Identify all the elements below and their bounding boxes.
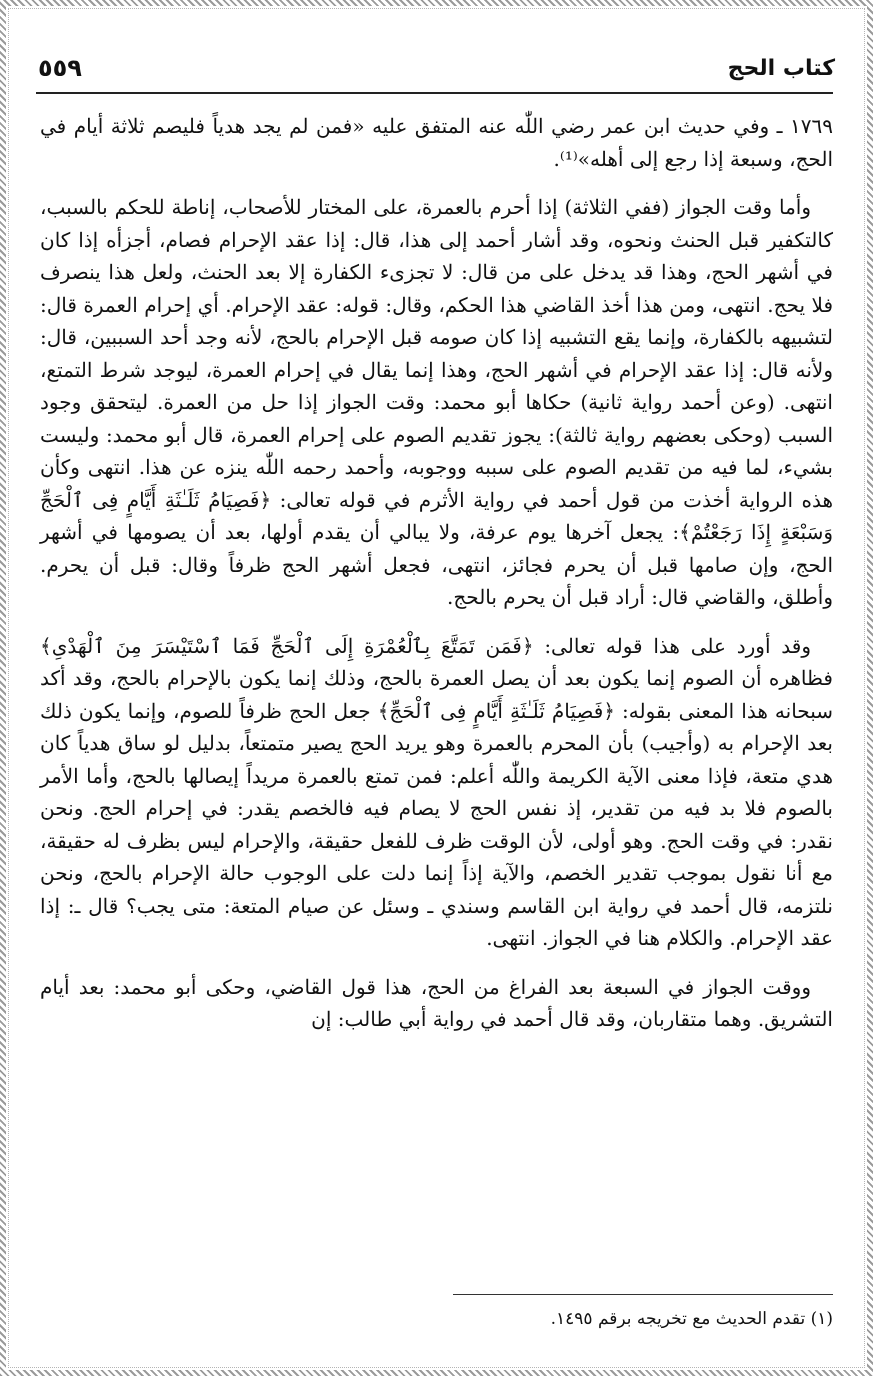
page-number: ٥٥٩: [38, 54, 82, 82]
header-rule: [36, 92, 833, 94]
body-text: [40, 110, 833, 1052]
paragraph-seven-days: ووقت الجواز في السبعة بعد الفراغ من الحج، هذا قول القاضي، وحكى أبو محمد: بعد أيام التشريق. وهما متقاربان، وقد قال أحمد في رواية أبي طالب: إن: [40, 974, 833, 1031]
footnote-rule: [453, 1294, 833, 1295]
footnote: (١) تقدم الحديث مع تخريجه برقم ١٤٩٥.: [550, 1309, 833, 1329]
paragraph-hadith-1769: ١٧٦٩ ـ وفي حديث ابن عمر رضي اللّٰه عنه المتفق عليه «فمن لم يجد هدياً فليصم ثلاثة أيام في الحج، وسبعة إذا رجع إلى أهله»⁽¹⁾.: [40, 114, 833, 171]
running-title: كتاب الحج: [727, 56, 835, 81]
page-header: [38, 52, 835, 92]
paragraph-time-of-permissibility: وأما وقت الجواز (ففي الثلاثة) إذا أحرم بالعمرة، على المختار للأصحاب، إناطة للحكم بالسبب، كالتكفير قبل الحنث ونحوه، وقد أشار أحمد إلى هذا، قال: إذا عقد الإحرام فصام، أجزأه إذا كان في أشهر الحج، وهذا قد يدخل على من قال: لا تجزىء الكفارة إلا بعد الحنث، ولعل هذا ينصرف فلا يحج. انتهى، ومن هذا أخذ القاضي هذا الحكم، وقال: قوله: عقد الإحرام. أي إحرام العمرة قال: لتشبيهه بالكفارة، وإنما يقع التشبيه إذا كان صومه قبل الإحرام بالحج، لأنه وجد أحد السببين، قال: ولأنه قال: إذا عقد الإحرام في أشهر الحج، وهذا إنما يقال في إحرام العمرة، ليوجد شرط التمتع، انتهى. (وعن أحمد رواية ثانية) حكاها أبو محمد: وقت الجواز إذا حل من العمرة. ليتحقق وجود السبب (وحكى بعضهم رواية ثالثة): يجوز تقديم الصوم على إحرام العمرة، قال أبو محمد: وليست بشيء، لما فيه من تقديم الصوم على سببه ووجوبه، وأحمد رحمه اللّٰه ينزه عن هذا. انتهى وكأن هذه الرواية أخذت من قول أحمد في رواية الأثرم في قوله تعالى: ﴿فَصِيَامُ ثَلَـٰثَةِ أَيَّامٍ فِى ٱلْحَجِّ وَسَبْعَةٍ إِذَا رَجَعْتُمْ﴾: يجعل آخرها يوم عرفة، ولا يبالي أن يقدم أولها، بعد أن يصومها في أشهر الحج، وإن صامها قبل أن يحرم فجائز، انتهى، فجعل أشهر الحج ظرفاً وقال: قبل أن يحرم. وأطلق، والقاضي قال: أراد قبل أن يحرم بالحج.: [40, 195, 833, 609]
paragraph-objection-and-reply: وقد أورد على هذا قوله تعالى: ﴿فَمَن تَمَتَّعَ بِٱلْعُمْرَةِ إِلَى ٱلْحَجِّ فَمَا ٱسْتَيْسَرَ مِنَ ٱلْهَدْىِ﴾ فظاهره أن الصوم إنما يكون بعد أن يصل العمرة بالحج، وذلك إنما يكون بالإحرام بالحج، وقد أكد سبحانه هذا المعنى بقوله: ﴿فَصِيَامُ ثَلَـٰثَةِ أَيَّامٍ فِى ٱلْحَجِّ﴾ جعل الحج ظرفاً للصوم، وإنما يكون ذلك بعد الإحرام به (وأجيب) بأن المحرم بالعمرة وهو يريد الحج يصير متمتعاً، بدليل لو ساق هدياً كان هدي متعة، فإذا معنى الآية الكريمة واللّٰه أعلم: فمن تمتع بالعمرة مريداً إيصالها بالحج، وأما الأمر بالصوم فلا بد فيه من تقدير، إذ نفس الحج لا يصام فيه فالخصم يقدر: في إحرام الحج. ونحن نقدر: في وقت الحج. وهو أولى، لأن الوقت ظرف للفعل حقيقة، والإحرام ليس بظرف له حقيقة، مع أنا نقول بموجب تقدير الخصم، والآية إذاً إنما دلت على الوجوب حالة الإحرام بالحج، ونحن نلتزمه، قال أحمد في رواية ابن القاسم وسندي ـ وسئل عن صيام المتعة: متى يجب؟ قال ـ: إذا عقد الإحرام. والكلام هنا في الجواز. انتهى.: [40, 633, 833, 950]
